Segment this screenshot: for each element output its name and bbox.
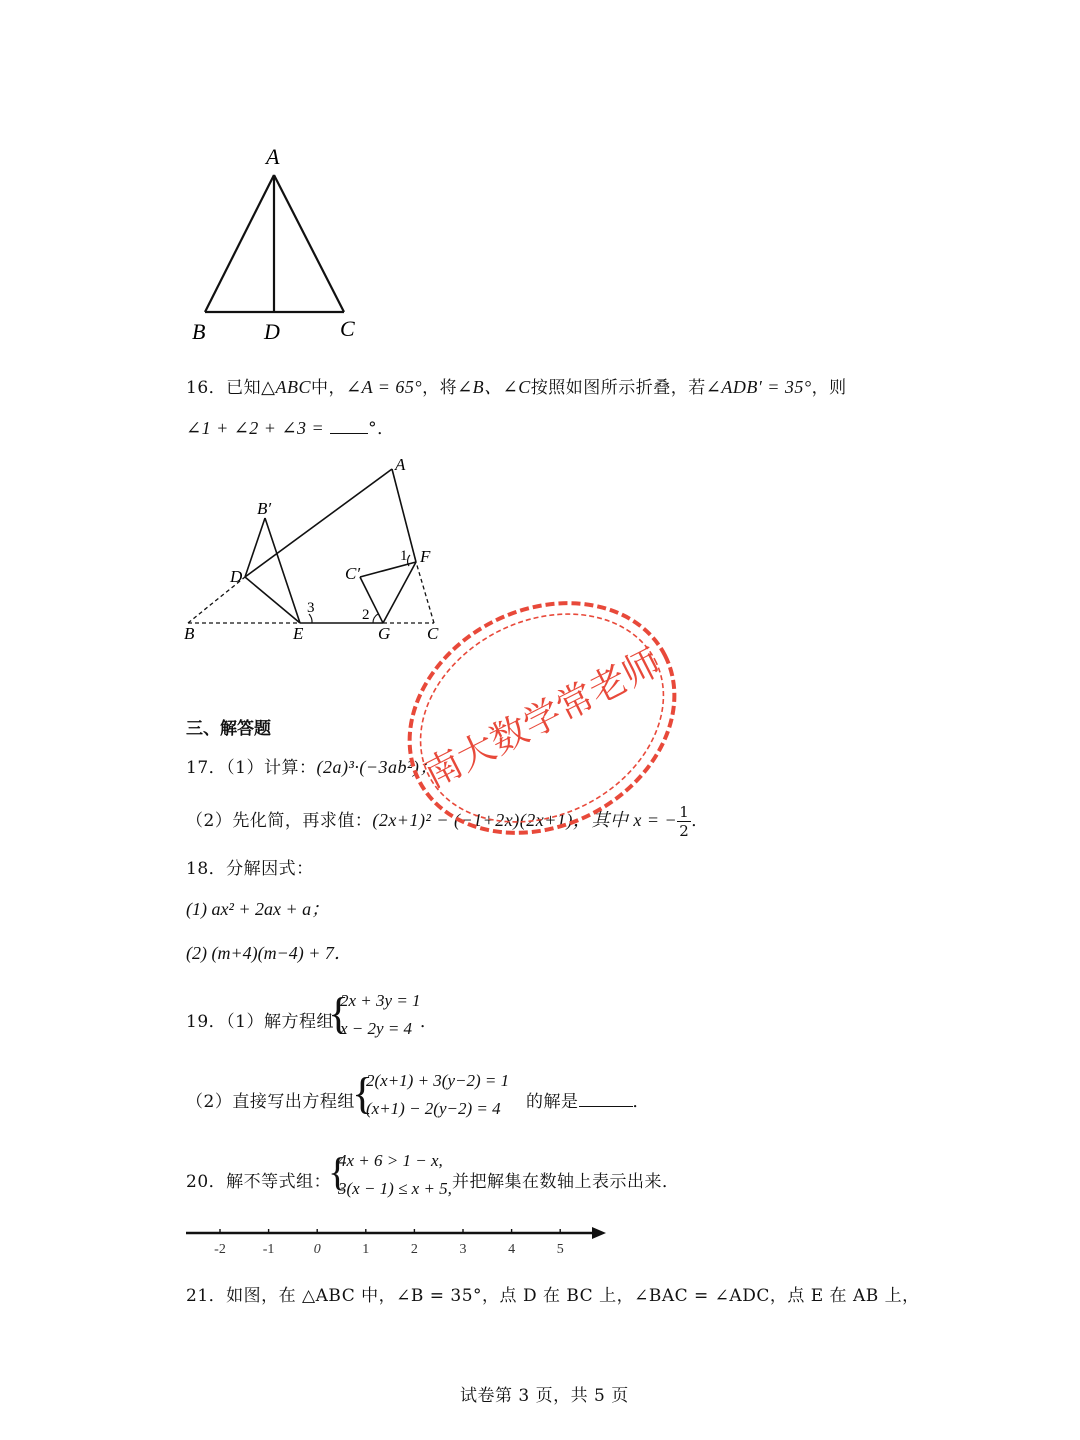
watermark-stamp [392, 588, 692, 848]
q16-answer-blank[interactable] [330, 417, 368, 434]
label-f: F [420, 547, 431, 566]
page-footer: 试卷第 3 页，共 5 页 [460, 1386, 629, 1406]
q19-part1-text: （1）解方程组 [226, 1012, 334, 1032]
q17-part2-label: （2）先化简，再求值： [186, 811, 373, 831]
segment-b-prime-e [265, 518, 300, 623]
label-3: 3 [307, 600, 315, 616]
q20-tail: 并把解集在数轴上表示出来． [452, 1172, 680, 1192]
q16-angle-adb: ∠ADB′ = 35° [705, 377, 812, 397]
label-c-prime: C′ [345, 564, 361, 583]
q21-text: 如图，在 △ABC 中，∠B = 35°，点 D 在 BC 上，∠BAC = ∠ADC，点 E 在 AB 上， [226, 1286, 920, 1306]
q16-angle-a: ∠A = 65° [345, 377, 423, 397]
label-c: C [340, 316, 355, 341]
q19-sys1-end: ． [420, 1012, 438, 1032]
q21-number: 21． [186, 1286, 227, 1306]
q21-line [186, 1281, 920, 1306]
q17-part1-label: （1）计算： [226, 758, 317, 778]
segment-db-prime [245, 518, 265, 577]
angle-2-arc [373, 614, 378, 623]
q20-ineq2: 3(x − 1) ≤ x + 5, [338, 1179, 452, 1198]
q19-sys1-eq1: 2x + 3y = 1 [340, 991, 421, 1010]
stamp-text: 南大数学常老师 [417, 640, 668, 797]
triangle-figure [180, 140, 380, 350]
q17-part1-expr: (2a)³·(−3ab²)； [316, 757, 438, 777]
q16-text5: ，则 [811, 378, 847, 398]
label-b: B [184, 624, 195, 643]
segment-ac [274, 175, 344, 312]
tick-label: 3 [459, 1242, 467, 1257]
tick-label: 1 [362, 1242, 370, 1257]
q20-ineq1: 4x + 6 > 1 − x, [338, 1151, 443, 1170]
label-1: 1 [400, 548, 408, 564]
q16-number: 16． [186, 378, 227, 398]
q19-answer-blank[interactable] [579, 1090, 633, 1107]
q17-number: 17． [186, 758, 227, 778]
label-c: C [427, 624, 439, 643]
q19-sys1-eq2: x − 2y = 4 [340, 1019, 413, 1038]
q18-title-text: 分解因式： [226, 859, 314, 879]
tick-label: -1 [262, 1242, 275, 1257]
q17-frac-num: 1 [679, 803, 690, 821]
section-heading: 三、解答题 [186, 719, 271, 739]
q19-number: 19． [186, 1012, 227, 1032]
q17-frac-den: 2 [679, 822, 690, 840]
q19-part2-tail-line [526, 1087, 650, 1112]
label-g: G [378, 624, 391, 643]
q19-part2-end: ． [632, 1092, 650, 1112]
q16-text2: 中， [310, 378, 346, 398]
q20-label-line [186, 1167, 331, 1192]
label-a: A [266, 144, 280, 169]
label-e: E [293, 624, 304, 643]
number-line [180, 1220, 620, 1264]
label-d: D [230, 567, 243, 586]
q17-part2-end: ． [691, 811, 709, 831]
number-line-arrow [592, 1227, 606, 1239]
q16-text3: ，将 [422, 378, 458, 398]
q16-suffix: °． [368, 419, 395, 439]
q19-sys2-eq2: (x+1) − 2(y−2) = 4 [366, 1099, 501, 1118]
tick-label: 2 [410, 1242, 418, 1257]
q18-number: 18． [186, 859, 227, 879]
q19-part2-label: （2）直接写出方程组 [186, 1092, 355, 1112]
tick-label: 4 [508, 1242, 516, 1257]
label-b-prime: B′ [257, 499, 272, 518]
label-d: D [264, 319, 280, 344]
q16-text4: 按照如图所示折叠，若 [530, 378, 706, 398]
label-2: 2 [362, 607, 370, 623]
q16-sum-expr: ∠1 + ∠2 + ∠3 = [186, 418, 325, 438]
q18-item2: (2) (m+4)(m−4) + 7． [186, 943, 352, 963]
q16-line1 [186, 373, 847, 399]
label-a: A [395, 455, 406, 474]
q17-part2-expr: (2x+1)² − (−1+2x)(2x+1) [372, 810, 573, 830]
q19-part2-tail: 的解是 [526, 1092, 579, 1112]
q16-angles-bc: ∠B、∠C [457, 377, 531, 397]
q18-title [186, 854, 314, 879]
q18-item1: (1) ax² + 2ax + a； [186, 899, 330, 919]
q17-part2-tail: ，其中 x = − [572, 810, 678, 830]
q16-line2 [186, 414, 395, 439]
q20-label: 解不等式组： [226, 1172, 332, 1192]
q19-brace-2: { [352, 1069, 374, 1118]
tick-label: 0 [313, 1242, 321, 1257]
segment-ab [205, 175, 274, 312]
tick-label: -2 [214, 1242, 226, 1257]
q19-part1-label [186, 1007, 334, 1032]
label-b: B [192, 319, 206, 344]
q20-brace: { [328, 1149, 348, 1194]
tick-label: 5 [556, 1242, 564, 1257]
q16-triangle: △ABC [261, 377, 311, 397]
q16-text1: 已知 [226, 378, 262, 398]
q20-number: 20． [186, 1172, 227, 1192]
q19-brace-1: { [328, 989, 350, 1038]
q19-sys2-eq1: 2(x+1) + 3(y−2) = 1 [366, 1071, 510, 1090]
